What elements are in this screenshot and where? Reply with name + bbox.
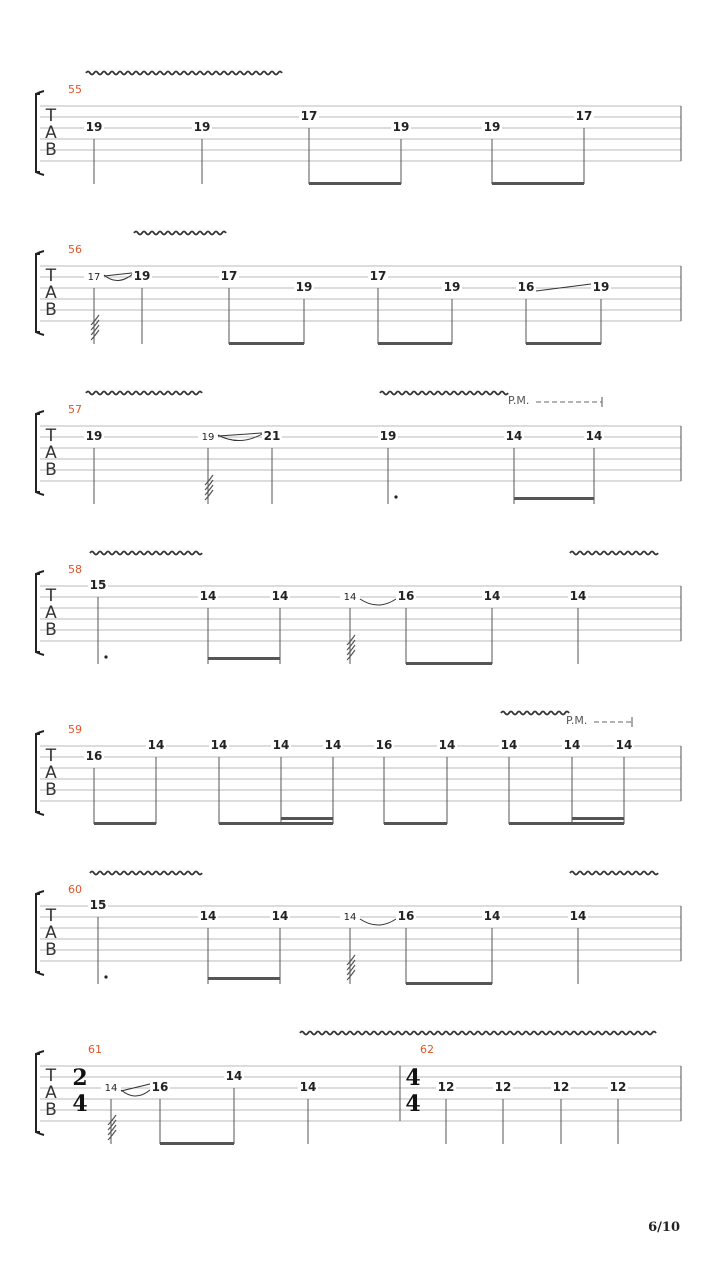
fret-number: 17 bbox=[220, 269, 238, 283]
fret-number: 17 bbox=[369, 269, 387, 283]
note-beam bbox=[406, 982, 492, 985]
fret-number: 14 bbox=[569, 909, 587, 923]
fret-number: 14 bbox=[438, 738, 456, 752]
staff-bracket bbox=[36, 1054, 40, 1132]
tab-clef-letter: T bbox=[45, 746, 57, 766]
fret-number: 14 bbox=[483, 909, 501, 923]
fret-number: 19 bbox=[85, 120, 103, 134]
fret-number: 14 bbox=[299, 1080, 317, 1094]
fret-number: 17 bbox=[87, 272, 101, 283]
fret-number: 14 bbox=[225, 1069, 243, 1083]
vibrato-wave bbox=[86, 392, 202, 395]
staff-bracket bbox=[36, 894, 40, 972]
fret-number: 14 bbox=[483, 589, 501, 603]
tremolo-stroke bbox=[91, 330, 99, 340]
fret-number: 19 bbox=[85, 429, 103, 443]
tab-clef-letter: T bbox=[45, 266, 57, 286]
fret-number: 14 bbox=[199, 589, 217, 603]
fret-number: 12 bbox=[609, 1080, 627, 1094]
vibrato-wave bbox=[134, 232, 226, 235]
tab-clef-letter: T bbox=[45, 426, 57, 446]
fret-number: 14 bbox=[147, 738, 165, 752]
measure-number: 56 bbox=[68, 243, 82, 256]
fret-number: 12 bbox=[494, 1080, 512, 1094]
staff-system bbox=[36, 712, 681, 826]
vibrato-wave bbox=[300, 1032, 656, 1035]
tab-clef-letter: A bbox=[45, 923, 57, 943]
tremolo-stroke bbox=[91, 325, 99, 335]
tremolo-stroke bbox=[347, 955, 355, 965]
fret-number: 19 bbox=[193, 120, 211, 134]
note-beam bbox=[572, 817, 624, 820]
fret-number: 14 bbox=[615, 738, 633, 752]
fret-number: 16 bbox=[85, 749, 103, 763]
fret-number: 19 bbox=[483, 120, 501, 134]
fret-number: 16 bbox=[375, 738, 393, 752]
tab-clef-letter: B bbox=[45, 780, 57, 800]
note-beam bbox=[229, 342, 304, 345]
tab-clef-letter: T bbox=[45, 906, 57, 926]
staff-system bbox=[36, 552, 681, 666]
measure-number: 59 bbox=[68, 723, 82, 736]
tie-arc bbox=[360, 599, 396, 605]
fret-number: 17 bbox=[300, 109, 318, 123]
fret-number: 14 bbox=[324, 738, 342, 752]
time-signature-top: 4 bbox=[405, 1065, 421, 1091]
fret-number: 14 bbox=[271, 909, 289, 923]
fret-number: 17 bbox=[575, 109, 593, 123]
tie-arc bbox=[121, 1090, 150, 1096]
tab-clef-letter: A bbox=[45, 123, 57, 143]
tab-clef-letter: B bbox=[45, 460, 57, 480]
measure-number: 60 bbox=[68, 883, 82, 896]
time-signature-top: 2 bbox=[72, 1065, 88, 1091]
dot bbox=[104, 975, 107, 978]
tab-clef-letter: A bbox=[45, 1083, 57, 1103]
fret-number: 14 bbox=[343, 592, 357, 603]
tab-clef-letter: B bbox=[45, 940, 57, 960]
fret-number: 15 bbox=[89, 898, 107, 912]
time-signature-bottom: 4 bbox=[72, 1091, 88, 1117]
tab-clef-letter: B bbox=[45, 1100, 57, 1120]
note-beam bbox=[219, 822, 333, 825]
tab-clef-letter: A bbox=[45, 763, 57, 783]
dot bbox=[394, 495, 397, 498]
staff-system bbox=[36, 232, 681, 346]
fret-number: 14 bbox=[272, 738, 290, 752]
fret-number: 14 bbox=[585, 429, 603, 443]
fret-number: 14 bbox=[271, 589, 289, 603]
vibrato-wave bbox=[570, 872, 658, 875]
note-beam bbox=[208, 977, 280, 980]
bend-line bbox=[218, 433, 262, 436]
fret-number: 14 bbox=[500, 738, 518, 752]
note-beam bbox=[406, 662, 492, 665]
tab-clef-letter: T bbox=[45, 106, 57, 126]
note-beam bbox=[378, 342, 452, 345]
tab-clef-letter: A bbox=[45, 443, 57, 463]
fret-number: 19 bbox=[379, 429, 397, 443]
palm-mute-label: P.M. bbox=[508, 394, 530, 407]
tab-clef-letter: A bbox=[45, 603, 57, 623]
vibrato-wave bbox=[380, 392, 508, 395]
fret-number: 14 bbox=[569, 589, 587, 603]
bend-line bbox=[104, 273, 132, 276]
tremolo-stroke bbox=[108, 1130, 116, 1140]
staff-bracket bbox=[36, 94, 40, 172]
dot bbox=[104, 655, 107, 658]
note-beam bbox=[509, 822, 624, 825]
tremolo-stroke bbox=[205, 475, 213, 485]
fret-number: 21 bbox=[263, 429, 281, 443]
tremolo-stroke bbox=[347, 970, 355, 980]
note-beam bbox=[160, 1142, 234, 1145]
tremolo-stroke bbox=[108, 1115, 116, 1125]
palm-mute-label: P.M. bbox=[566, 714, 588, 727]
tab-clef-letter: T bbox=[45, 586, 57, 606]
fret-number: 19 bbox=[443, 280, 461, 294]
vibrato-wave bbox=[90, 552, 202, 555]
fret-number: 16 bbox=[517, 280, 535, 294]
page-number: 6/10 bbox=[648, 1220, 680, 1235]
vibrato-wave bbox=[570, 552, 658, 555]
time-signature-bottom: 4 bbox=[405, 1091, 421, 1117]
staff-bracket bbox=[36, 734, 40, 812]
tab-clef-letter: B bbox=[45, 140, 57, 160]
fret-number: 16 bbox=[397, 909, 415, 923]
staff-system bbox=[36, 1032, 681, 1146]
note-beam bbox=[492, 182, 584, 185]
tab-clef-letter: A bbox=[45, 283, 57, 303]
fret-number: 14 bbox=[199, 909, 217, 923]
tremolo-stroke bbox=[347, 650, 355, 660]
fret-number: 12 bbox=[552, 1080, 570, 1094]
tab-clef-letter: T bbox=[45, 1066, 57, 1086]
fret-number: 19 bbox=[201, 432, 215, 443]
staff-bracket bbox=[36, 574, 40, 652]
measure-number: 55 bbox=[68, 83, 82, 96]
fret-number: 12 bbox=[437, 1080, 455, 1094]
fret-number: 19 bbox=[392, 120, 410, 134]
staff-system bbox=[36, 72, 681, 186]
tremolo-stroke bbox=[347, 645, 355, 655]
vibrato-wave bbox=[90, 872, 202, 875]
note-beam bbox=[384, 822, 447, 825]
tremolo-stroke bbox=[108, 1125, 116, 1135]
tab-clef-letter: B bbox=[45, 300, 57, 320]
staff-bracket bbox=[36, 414, 40, 492]
fret-number: 16 bbox=[151, 1080, 169, 1094]
note-beam bbox=[526, 342, 601, 345]
fret-number: 19 bbox=[592, 280, 610, 294]
staff-system bbox=[36, 872, 681, 986]
measure-number: 57 bbox=[68, 403, 82, 416]
measure-number: 58 bbox=[68, 563, 82, 576]
fret-number: 14 bbox=[104, 1083, 118, 1094]
staff-bracket bbox=[36, 254, 40, 332]
note-beam bbox=[281, 817, 333, 820]
note-beam bbox=[514, 497, 594, 500]
tie-arc bbox=[360, 919, 396, 925]
measure-number: 62 bbox=[420, 1043, 434, 1056]
fret-number: 14 bbox=[563, 738, 581, 752]
tremolo-stroke bbox=[347, 635, 355, 645]
fret-number: 19 bbox=[133, 269, 151, 283]
tremolo-stroke bbox=[347, 965, 355, 975]
tremolo-stroke bbox=[205, 485, 213, 495]
note-beam bbox=[94, 822, 156, 825]
measure-number: 61 bbox=[88, 1043, 102, 1056]
tremolo-stroke bbox=[91, 315, 99, 325]
note-beam bbox=[208, 657, 280, 660]
fret-number: 16 bbox=[397, 589, 415, 603]
fret-number: 19 bbox=[295, 280, 313, 294]
tremolo-stroke bbox=[205, 490, 213, 500]
tab-clef-letter: B bbox=[45, 620, 57, 640]
fret-number: 14 bbox=[210, 738, 228, 752]
fret-number: 14 bbox=[505, 429, 523, 443]
note-beam bbox=[309, 182, 401, 185]
fret-number: 14 bbox=[343, 912, 357, 923]
vibrato-wave bbox=[86, 72, 282, 75]
staff-system bbox=[36, 392, 681, 505]
fret-number: 15 bbox=[89, 578, 107, 592]
vibrato-wave bbox=[501, 712, 569, 715]
